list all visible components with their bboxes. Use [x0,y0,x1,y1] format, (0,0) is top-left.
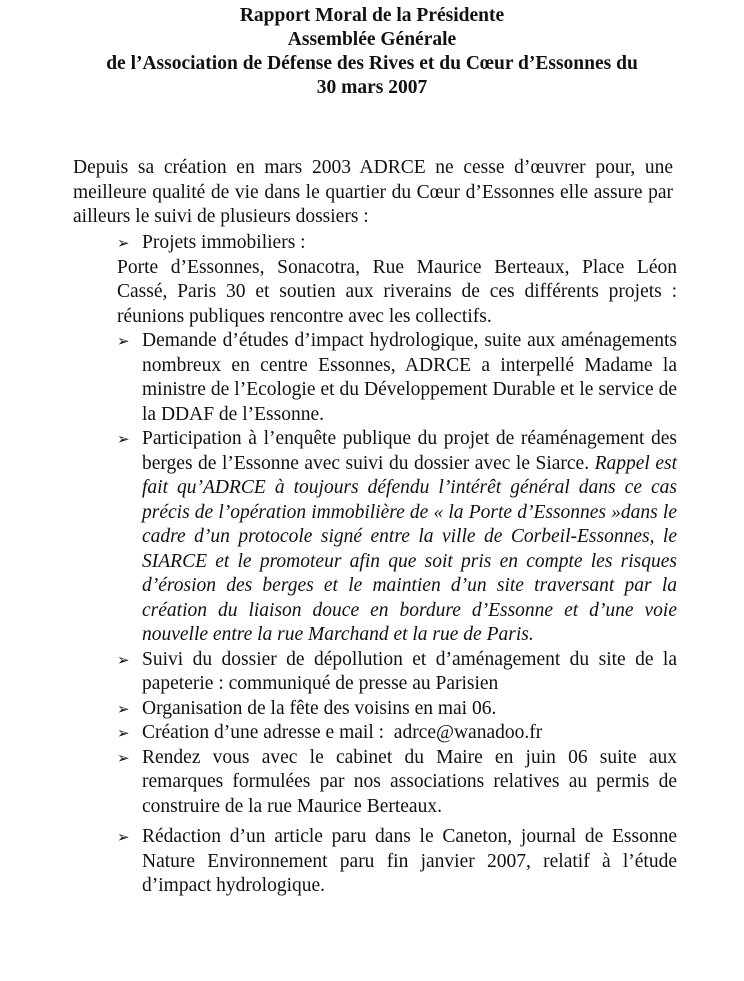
list-item-enquete [117,427,677,648]
title-line-4: 30 mars 2007 [316,77,428,98]
list-item-text: Suivi du dossier de dépollution et d’aménagement du site de la papeterie : communiqué de presse au Parisien [142,648,677,694]
arrow-bullet-icon: ➢ [117,828,130,846]
list-item-text: Rédaction d’un article paru dans le Caneton, journal de Essonne Nature Environnement paru fin janvier 2007, relatif à l’étude d’impact hydrologique. [142,826,677,896]
list-item-article [117,825,677,899]
list-item-text: Création d’une adresse e mail : adrce@wanadoo.fr [142,722,543,743]
arrow-bullet-icon: ➢ [117,332,130,350]
intro-paragraph: Depuis sa création en mars 2003 ADRCE ne cesse d’œuvrer pour, une meilleure qualité de vie dans le quartier du Cœur d’Essonnes elle assure par ailleurs le suivi de plusieurs dossiers : [73,157,673,227]
list-item-text: Participation à l’enquête publique du projet de réaménagement des berges de l’Essonne avec suivi du dossier avec le Siarce. [142,428,677,474]
arrow-bullet-icon: ➢ [117,430,130,448]
arrow-bullet-icon: ➢ [117,234,130,252]
dossier-list [117,231,677,899]
list-item-fete [117,697,677,722]
list-item-body: Porte d’Essonnes, Sonacotra, Rue Maurice Berteaux, Place Léon Cassé, Paris 30 et soutien aux riverains de ces différents projets : réunions publiques rencontre avec les collectifs. [117,256,677,327]
list-item-text: Demande d’études d’impact hydrologique, suite aux aménagements nombreux en centre Essonnes, ADRCE a interpellé Madame la ministre de l’Ecologie et du Développement Durable et le service de la DDAF de l’Essonne. [142,330,677,425]
arrow-bullet-icon: ➢ [117,650,130,669]
title-line-1: Rapport Moral de la Présidente [239,5,505,26]
list-item-note: Rappel est fait qu’ADRCE à toujours défendu l’intérêt général dans ce cas précis de l’opération immobilière de « la Porte d’Essonnes »dans le cadre d’un protocole signé entre la ville de Corbeil-Essonnes, le SIARCE et le promoteur afin que soit pris en compte les risques d’érosion des berges et le maintien d’un site traversant par la création du liaison douce en bordure d’Essonne et d’une voie nouvelle entre la rue Marchand et la rue de Paris. [142,452,677,645]
arrow-bullet-icon: ➢ [117,724,130,742]
arrow-bullet-icon: ➢ [117,748,130,767]
title-line-2: Assemblée Générale [287,29,457,50]
list-item-etudes [117,329,677,427]
arrow-bullet-icon: ➢ [117,699,130,718]
list-item-projets [117,231,677,329]
list-item-text: Organisation de la fête des voisins en mai 06. [142,697,497,719]
report-title [0,4,744,100]
list-item-email [117,721,677,746]
list-item-depollution [117,648,677,697]
list-item-text: Rendez vous avec le cabinet du Maire en juin 06 suite aux remarques formulées par nos associations relatives au permis de construire de la rue Maurice Berteaux. [142,746,677,817]
list-item-lead: Projets immobiliers : [142,232,306,253]
title-line-3: de l’Association de Défense des Rives et du Cœur d’Essonnes du [106,53,638,74]
list-item-rendez-vous [117,746,677,820]
